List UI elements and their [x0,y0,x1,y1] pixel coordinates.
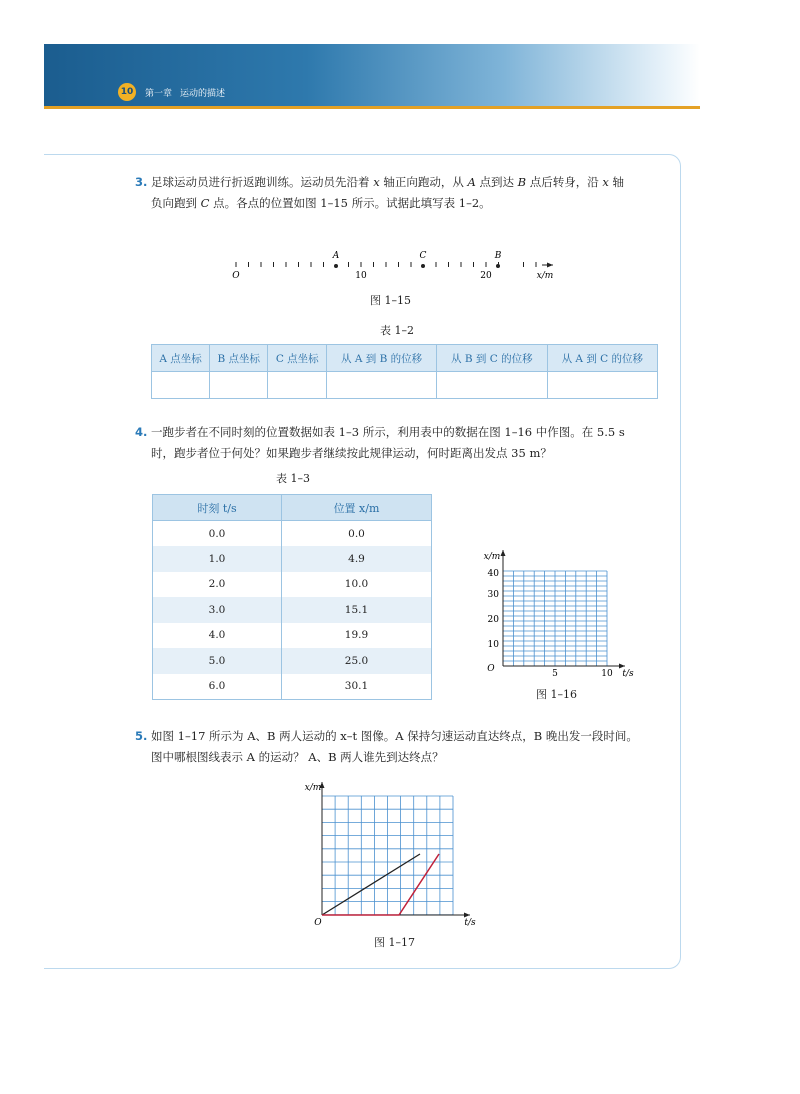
position-cell: 10.0 [281,572,431,598]
origin-label: O [487,664,495,674]
table-1-2-header: B 点坐标 [210,345,268,372]
number-line-ticks [236,262,536,267]
figure-1-15-number-line [225,246,565,286]
q3-var-a: A [467,175,476,189]
q3-text: 点到达 [479,175,514,189]
position-cell: 19.9 [281,623,431,649]
table-row [153,623,432,649]
y-tick-20: 20 [487,615,499,625]
x-axis-arrowhead [619,664,625,669]
y-axis-arrowhead [501,550,506,556]
y-axis-label: x/m [483,552,501,562]
question-4 [135,422,675,464]
red-line-b [322,854,439,915]
question-3-number: 3. [135,175,148,189]
point-c [421,264,425,268]
x-axis-label: t/s [464,918,476,928]
q3-var-b: B [517,175,527,189]
q5-text: 图中哪根图线表示 A 的运动？ A、B 两人谁先到达终点？ [151,750,444,764]
question-3 [135,172,675,214]
grid-lines [503,571,607,666]
y-tick-10: 10 [487,640,499,650]
figure-1-16-grid [470,548,640,683]
header-rule [44,106,700,109]
q3-var-c: C [200,196,210,210]
table-1-2-header: 从 A 到 C 的位移 [547,345,657,372]
q3-text: 轴 [612,175,625,189]
q3-text: 点后转身，沿 [529,175,599,189]
table-1-3 [152,494,432,700]
figure-1-17-xt-graph [296,778,486,930]
x-axis-label: t/s [622,669,634,679]
tick-label-10: 10 [355,271,367,281]
table-1-2-header: 从 A 到 B 的位移 [327,345,437,372]
point-b [496,264,500,268]
label-b: B [494,251,502,261]
q3-text: 轴正向跑动，从 [383,175,464,189]
table-1-2-cell [210,372,268,399]
question-5-number: 5. [135,729,148,743]
x-tick-10: 10 [601,669,613,679]
question-5 [135,726,675,768]
figure-1-17-caption: 图 1–17 [374,936,415,949]
q4-text: 时，跑步者位于何处？如果跑步者继续按此规律运动，何时距离出发点 35 m？ [151,446,552,460]
time-cell: 4.0 [153,623,282,649]
y-tick-40: 40 [487,569,499,579]
figure-1-16-caption: 图 1–16 [536,688,577,701]
question-4-number: 4. [135,425,148,439]
header-band [44,44,700,106]
table-1-2-cell [152,372,210,399]
table-row [153,572,432,598]
position-cell: 15.1 [281,597,431,623]
time-cell: 1.0 [153,546,282,572]
x-tick-5: 5 [552,669,558,679]
q3-text: 足球运动员进行折返跑训练。运动员先沿着 [151,175,370,189]
axis-label: x/m [536,271,554,281]
q4-text: 一跑步者在不同时刻的位置数据如表 1–3 所示，利用表中的数据在图 1–16 中作图。在 5.5 s [151,425,625,439]
table-1-2-cell [268,372,327,399]
position-cell: 25.0 [281,648,431,674]
time-cell: 6.0 [153,674,282,700]
position-cell: 30.1 [281,674,431,700]
q5-text: 如图 1–17 所示为 A、B 两人运动的 x–t 图像。A 保持匀速运动直达终点，B 晚出发一段时间。 [151,729,638,743]
chapter-title: 运动的描述 [180,89,226,99]
x-axis-arrowhead [464,913,470,918]
table-1-2-cell [437,372,548,399]
origin-label: O [314,918,322,928]
q3-var-x: x [602,175,609,189]
table-1-2-header: 从 B 到 C 的位移 [437,345,548,372]
time-cell: 0.0 [153,521,282,547]
point-a [334,264,338,268]
page-number: 10 [118,83,136,101]
label-c: C [419,251,427,261]
axis-arrowhead [547,263,553,268]
table-row [153,597,432,623]
time-cell: 3.0 [153,597,282,623]
table-1-3-caption: 表 1–3 [276,472,310,485]
table-1-2-header: A 点坐标 [152,345,210,372]
time-cell: 2.0 [153,572,282,598]
position-cell: 4.9 [281,546,431,572]
table-1-2-caption: 表 1–2 [380,324,414,337]
q3-text: 负向跑到 [151,196,197,210]
label-a: A [332,251,340,261]
chapter-heading [145,86,225,99]
q3-text: 点。各点的位置如图 1–15 所示。试据此填写表 1–2。 [213,196,491,210]
chapter-number: 第一章 [145,89,173,99]
table-row [153,546,432,572]
table-row [153,674,432,700]
table-row [153,648,432,674]
y-axis-label: x/m [304,783,322,793]
header-position: 位置 x/m [281,495,431,521]
header-time: 时刻 t/s [153,495,282,521]
grid-lines [322,796,453,915]
y-tick-30: 30 [487,590,499,600]
position-cell: 0.0 [281,521,431,547]
origin-label: O [232,271,240,281]
table-1-2-header: C 点坐标 [268,345,327,372]
time-cell: 5.0 [153,648,282,674]
table-1-2-cell [327,372,437,399]
figure-1-15-caption: 图 1–15 [370,294,411,307]
table-row [153,521,432,547]
table-1-2-cell [547,372,657,399]
tick-label-20: 20 [480,271,492,281]
q3-var-x: x [373,175,380,189]
table-1-2 [151,344,658,399]
